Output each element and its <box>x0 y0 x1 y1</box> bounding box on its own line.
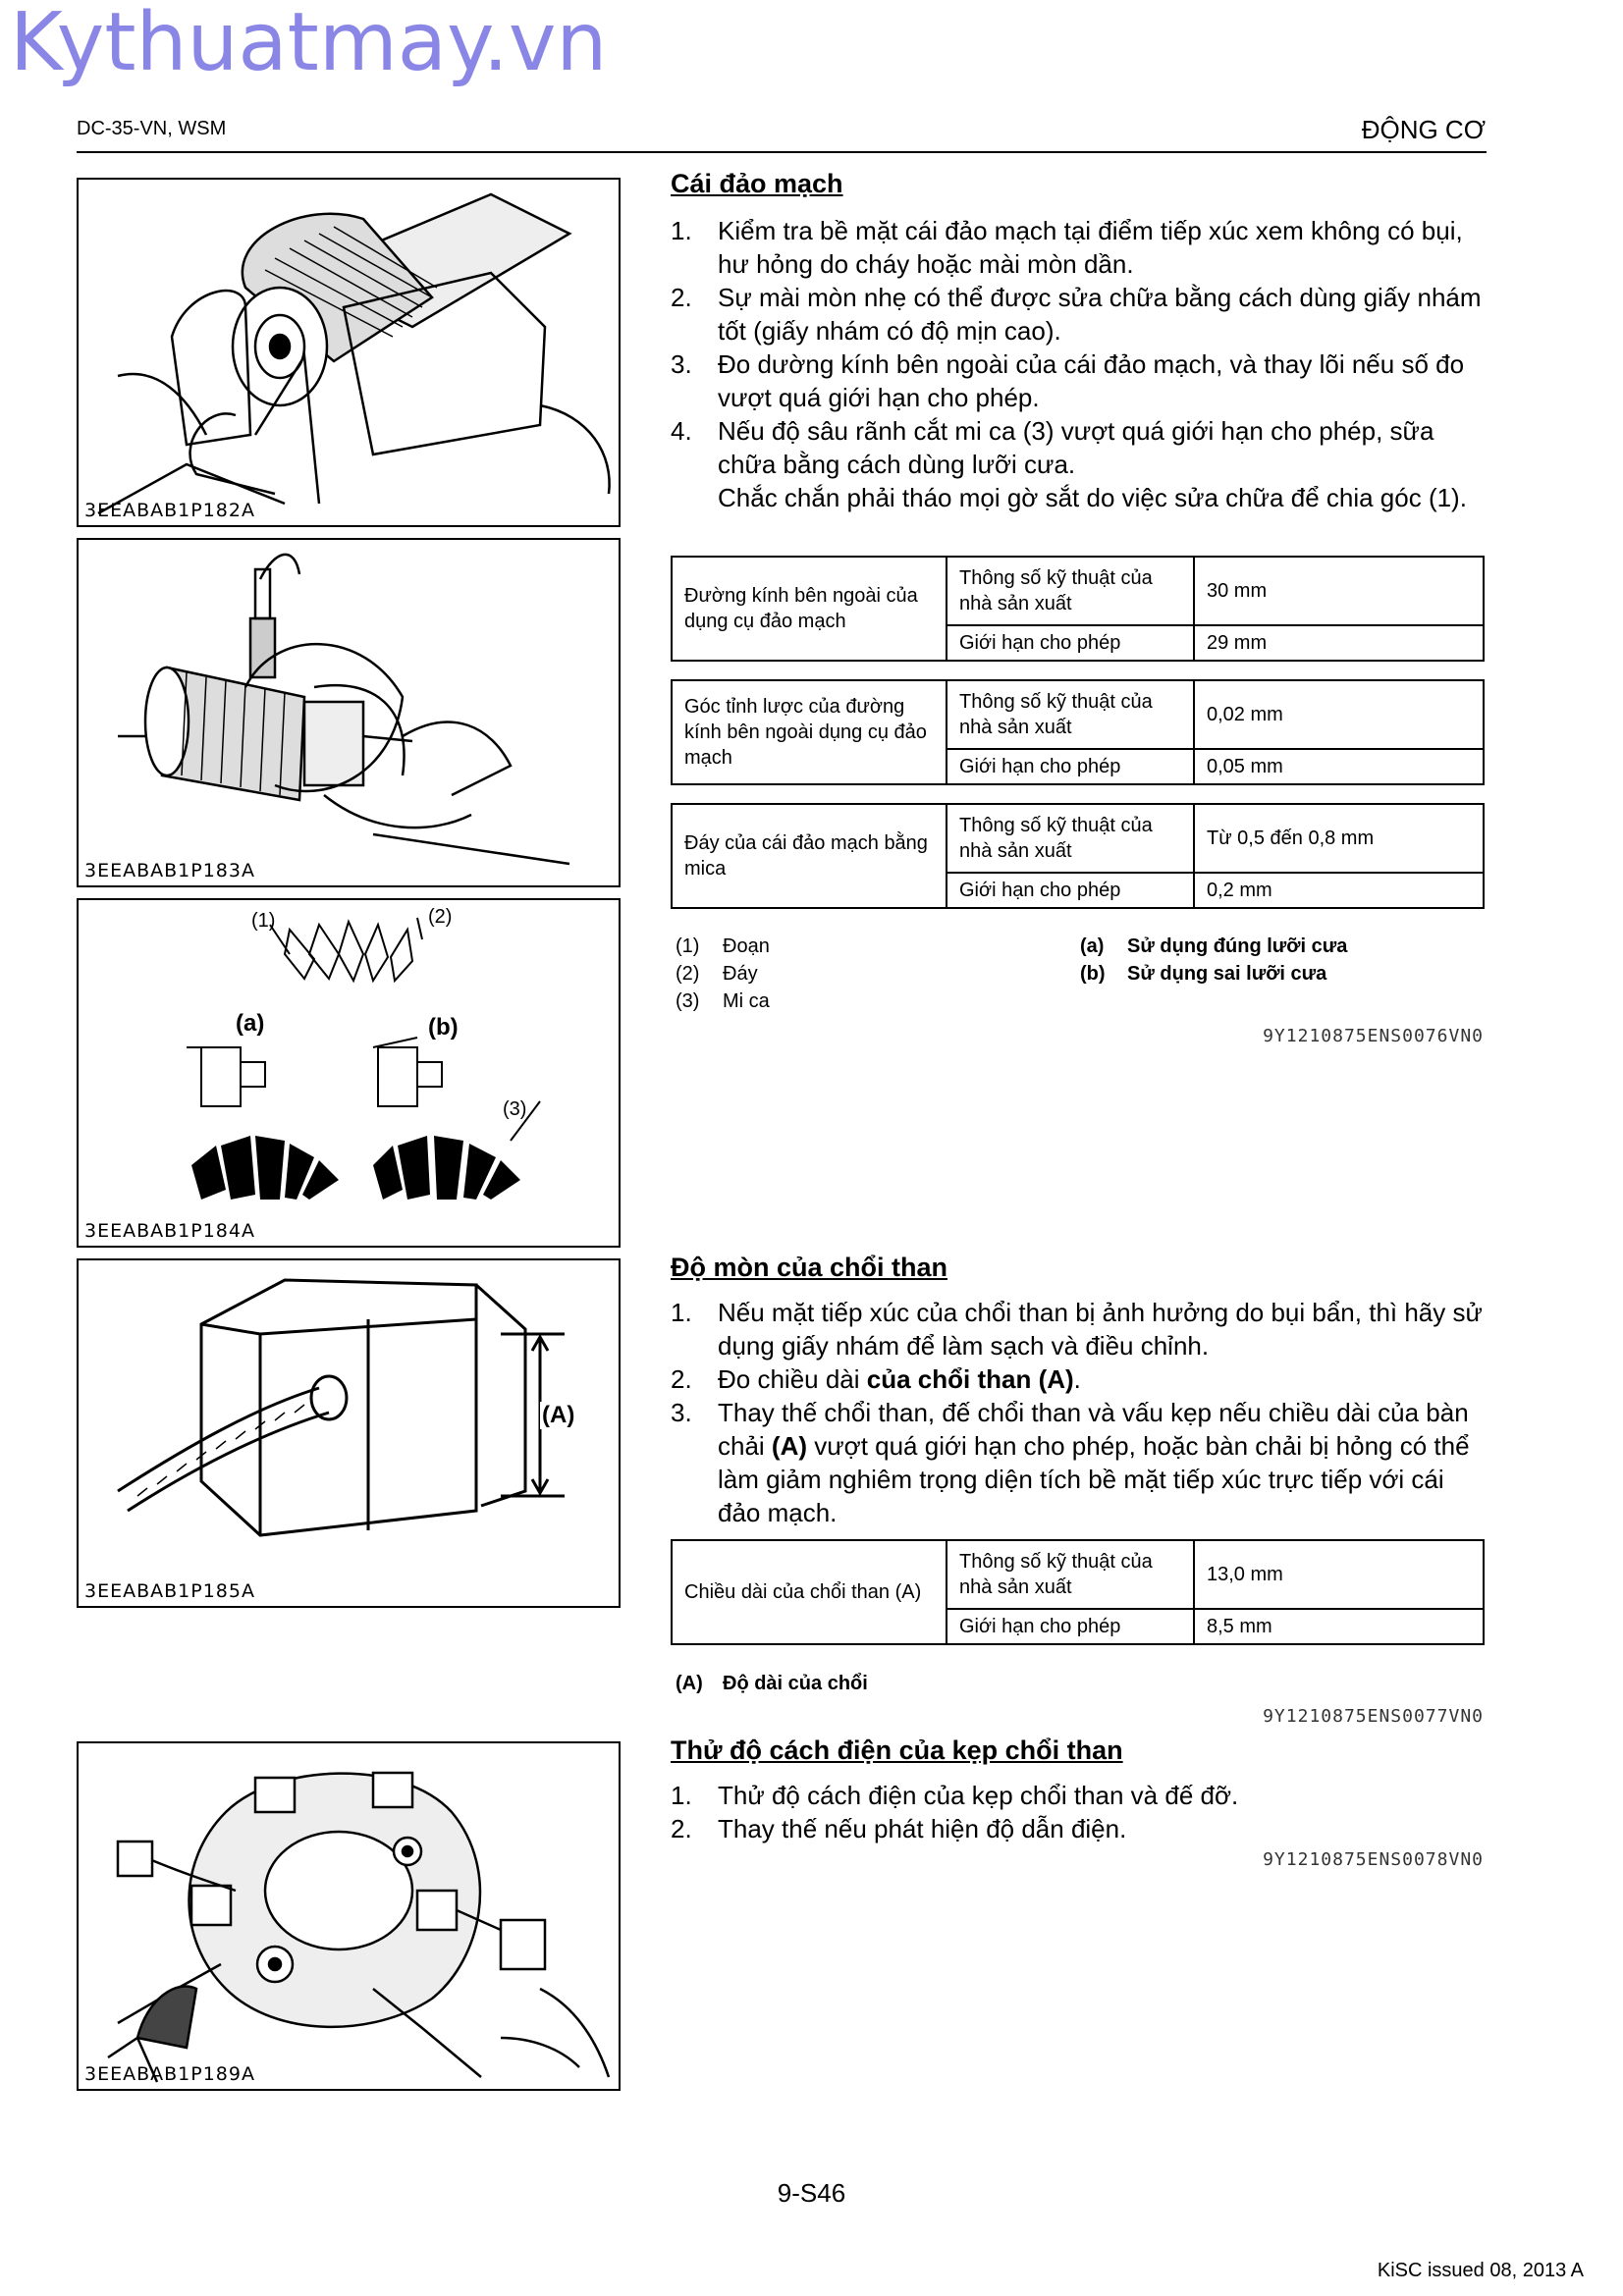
table-row <box>672 557 1484 625</box>
legend-key: (1) <box>676 935 700 957</box>
figure-caption: 3EEABAB1P183A <box>84 860 255 881</box>
spec-label: Thông số kỹ thuật của nhà sản xuất <box>947 1540 1194 1609</box>
step-number: 3. <box>671 1398 692 1427</box>
label-incorrect-saw: (b) <box>428 1014 459 1041</box>
limit-label: Giới hạn cho phép <box>947 873 1194 908</box>
limit-value: 0,2 mm <box>1194 873 1484 908</box>
legend-parts <box>676 933 770 1015</box>
figure-commutator-inspection <box>77 178 621 527</box>
step-text: Sự mài mòn nhẹ có thể được sửa chữa bằng cách dùng giấy nhám tốt (giấy nhám có độ mịn cao). <box>718 283 1482 346</box>
legend-key: (b) <box>1080 963 1106 985</box>
legend-key: (a) <box>1080 935 1105 957</box>
section-title-commutator: Cái đảo mạch <box>671 169 843 198</box>
legend-item <box>676 933 770 960</box>
step-text-part: vượt quá giới hạn cho phép, hoặc bàn chải bị hỏng có thể làm giảm nghiêm trọng diện tích bề mặt tiếp xúc trực tiếp với cái đảo mạch. <box>718 1431 1470 1527</box>
armature-illustration <box>79 180 619 525</box>
reference-code: 9Y1210875ENS0077VN0 <box>1263 1706 1484 1727</box>
spec-table-brush-length <box>671 1539 1485 1645</box>
section-title-brush-wear: Độ mòn của chổi than <box>671 1253 948 1282</box>
spec-label: Thông số kỹ thuật của nhà sản xuất <box>947 804 1194 873</box>
step-text: Nếu mặt tiếp xúc của chổi than bị ảnh hưởng do bụi bẩn, thì hãy sử dụng giấy nhám để làm sạch và điều chỉnh. <box>718 1298 1483 1361</box>
footer-issue-info: KiSC issued 08, 2013 A <box>1377 2260 1584 2281</box>
step-text-part: Thay thế chổi than, đế chổi than và vấu kẹp nếu chiều dài của bàn chải <box>718 1398 1469 1461</box>
list-item <box>671 481 1486 514</box>
brush-holder-illustration <box>79 1743 619 2089</box>
spec-label: Thông số kỹ thuật của nhà sản xuất <box>947 557 1194 625</box>
step-text: Đo dường kính bên ngoài của cái đảo mạch, và thay lõi nếu số đo vượt quá giới hạn cho phép. <box>718 349 1465 412</box>
label-brush-length: (A) <box>542 1402 575 1428</box>
step-number: 2. <box>671 283 692 312</box>
list-item <box>671 1396 1486 1529</box>
figure-caption: 3EEABAB1P184A <box>84 1220 255 1242</box>
list-item <box>671 214 1486 281</box>
spec-item: Đáy của cái đảo mạch bằng mica <box>672 804 947 908</box>
list-item <box>671 1779 1486 1812</box>
spec-value: Từ 0,5 đến 0,8 mm <box>1194 804 1484 873</box>
limit-value: 8,5 mm <box>1194 1609 1484 1644</box>
section-title-insulation-test: Thử độ cách điện của kẹp chổi than <box>671 1735 1123 1765</box>
header-rule <box>77 151 1487 153</box>
spec-table-mica-depth <box>671 803 1485 909</box>
step-text: Kiểm tra bề mặt cái đảo mạch tại điểm tiếp xúc xem không có bụi, hư hỏng do cháy hoặc mài mòn dần. <box>718 216 1463 279</box>
legend-item <box>1080 933 1347 960</box>
step-text-part: . <box>1073 1364 1081 1394</box>
legend-text: Đoạn <box>723 935 770 957</box>
limit-label: Giới hạn cho phép <box>947 749 1194 784</box>
step-text-part: Đo chiều dài <box>718 1364 867 1394</box>
figure-caption: 3EEABAB1P185A <box>84 1580 255 1602</box>
reference-code: 9Y1210875ENS0078VN0 <box>1263 1849 1484 1870</box>
step-text: Chắc chắn phải tháo mọi gờ sắt do việc sửa chữa để chia góc (1). <box>718 483 1467 512</box>
legend-item <box>676 960 770 988</box>
step-number: 2. <box>671 1364 692 1394</box>
spec-item: Đường kính bên ngoài của dụng cụ đảo mạch <box>672 557 947 661</box>
table-row <box>672 804 1484 873</box>
legend-brush <box>676 1670 868 1697</box>
legend-saw-usage <box>1080 933 1347 988</box>
step-number: 4. <box>671 416 692 446</box>
legend-text: Mi ca <box>723 990 770 1012</box>
spec-value: 13,0 mm <box>1194 1540 1484 1609</box>
legend-text: Sử dụng đúng lưỡi cưa <box>1127 935 1348 957</box>
label-segment: (1) <box>251 910 276 932</box>
spec-table-runout <box>671 679 1485 785</box>
figure-mica-undercut <box>77 898 621 1248</box>
legend-key: (A) <box>676 1673 703 1694</box>
figure-brush-holder-test <box>77 1741 621 2091</box>
table-row <box>672 680 1484 749</box>
limit-value: 0,05 mm <box>1194 749 1484 784</box>
list-item <box>671 1812 1486 1845</box>
step-text: Thử độ cách điện của kẹp chổi than và đế đỡ. <box>718 1781 1239 1810</box>
figure-caption: 3EEABAB1P182A <box>84 500 255 521</box>
table-row <box>672 1540 1484 1609</box>
legend-text: Sử dụng sai lưỡi cưa <box>1127 963 1327 985</box>
brush-illustration <box>79 1260 619 1606</box>
label-mica: (3) <box>503 1098 527 1120</box>
step-number: 1. <box>671 1781 692 1810</box>
micrometer-illustration <box>79 540 619 885</box>
label-correct-saw: (a) <box>236 1010 265 1037</box>
legend-item <box>1080 960 1347 988</box>
spec-item: Chiều dài của chổi than (A) <box>672 1540 947 1644</box>
limit-label: Giới hạn cho phép <box>947 625 1194 661</box>
legend-text: Độ dài của chổi <box>723 1673 868 1694</box>
brush-wear-steps <box>671 1296 1486 1529</box>
step-number: 2. <box>671 1814 692 1843</box>
step-number: 1. <box>671 216 692 245</box>
spec-value: 0,02 mm <box>1194 680 1484 749</box>
step-text <box>718 1396 1486 1529</box>
page-number: 9-S46 <box>777 2178 846 2208</box>
step-text-bold: (A) <box>771 1431 808 1461</box>
spec-item: Góc tỉnh lược của đường kính bên ngoài dụng cụ đảo mạch <box>672 680 947 784</box>
reference-code: 9Y1210875ENS0076VN0 <box>1263 1026 1484 1046</box>
list-item <box>671 414 1486 481</box>
limit-label: Giới hạn cho phép <box>947 1609 1194 1644</box>
legend-item <box>676 1670 868 1697</box>
list-item <box>671 347 1486 414</box>
header-doc-code: DC-35-VN, WSM <box>77 118 227 139</box>
legend-key: (2) <box>676 963 700 985</box>
undercut-diagram <box>79 900 619 1246</box>
figure-caption: 3EEABAB1P189A <box>84 2063 255 2085</box>
figure-brush-length <box>77 1258 621 1608</box>
list-item <box>671 1296 1486 1362</box>
limit-value: 29 mm <box>1194 625 1484 661</box>
step-number: 3. <box>671 349 692 379</box>
step-text: Thay thế nếu phát hiện độ dẫn điện. <box>718 1814 1127 1843</box>
legend-key: (3) <box>676 990 700 1012</box>
spec-value: 30 mm <box>1194 557 1484 625</box>
insulation-test-steps <box>671 1779 1486 1845</box>
legend-item <box>676 988 770 1015</box>
label-bottom: (2) <box>428 906 453 928</box>
list-item <box>671 1362 1486 1396</box>
header-chapter-title: ĐỘNG CƠ <box>1361 115 1486 144</box>
step-number: 1. <box>671 1298 692 1327</box>
list-item <box>671 281 1486 347</box>
commutator-steps <box>671 214 1486 514</box>
legend-text: Đáy <box>723 963 758 985</box>
spec-label: Thông số kỹ thuật của nhà sản xuất <box>947 680 1194 749</box>
watermark: Kythuatmay.vn <box>10 0 608 89</box>
step-text <box>718 1362 1486 1396</box>
spec-table-outer-diameter <box>671 556 1485 662</box>
step-text-bold: của chổi than (A) <box>866 1364 1074 1394</box>
step-number <box>671 481 718 514</box>
figure-commutator-measurement <box>77 538 621 887</box>
step-text: Nếu độ sâu rãnh cắt mi ca (3) vượt quá giới hạn cho phép, sữa chữa bằng cách dùng lưỡi cưa. <box>718 416 1434 479</box>
